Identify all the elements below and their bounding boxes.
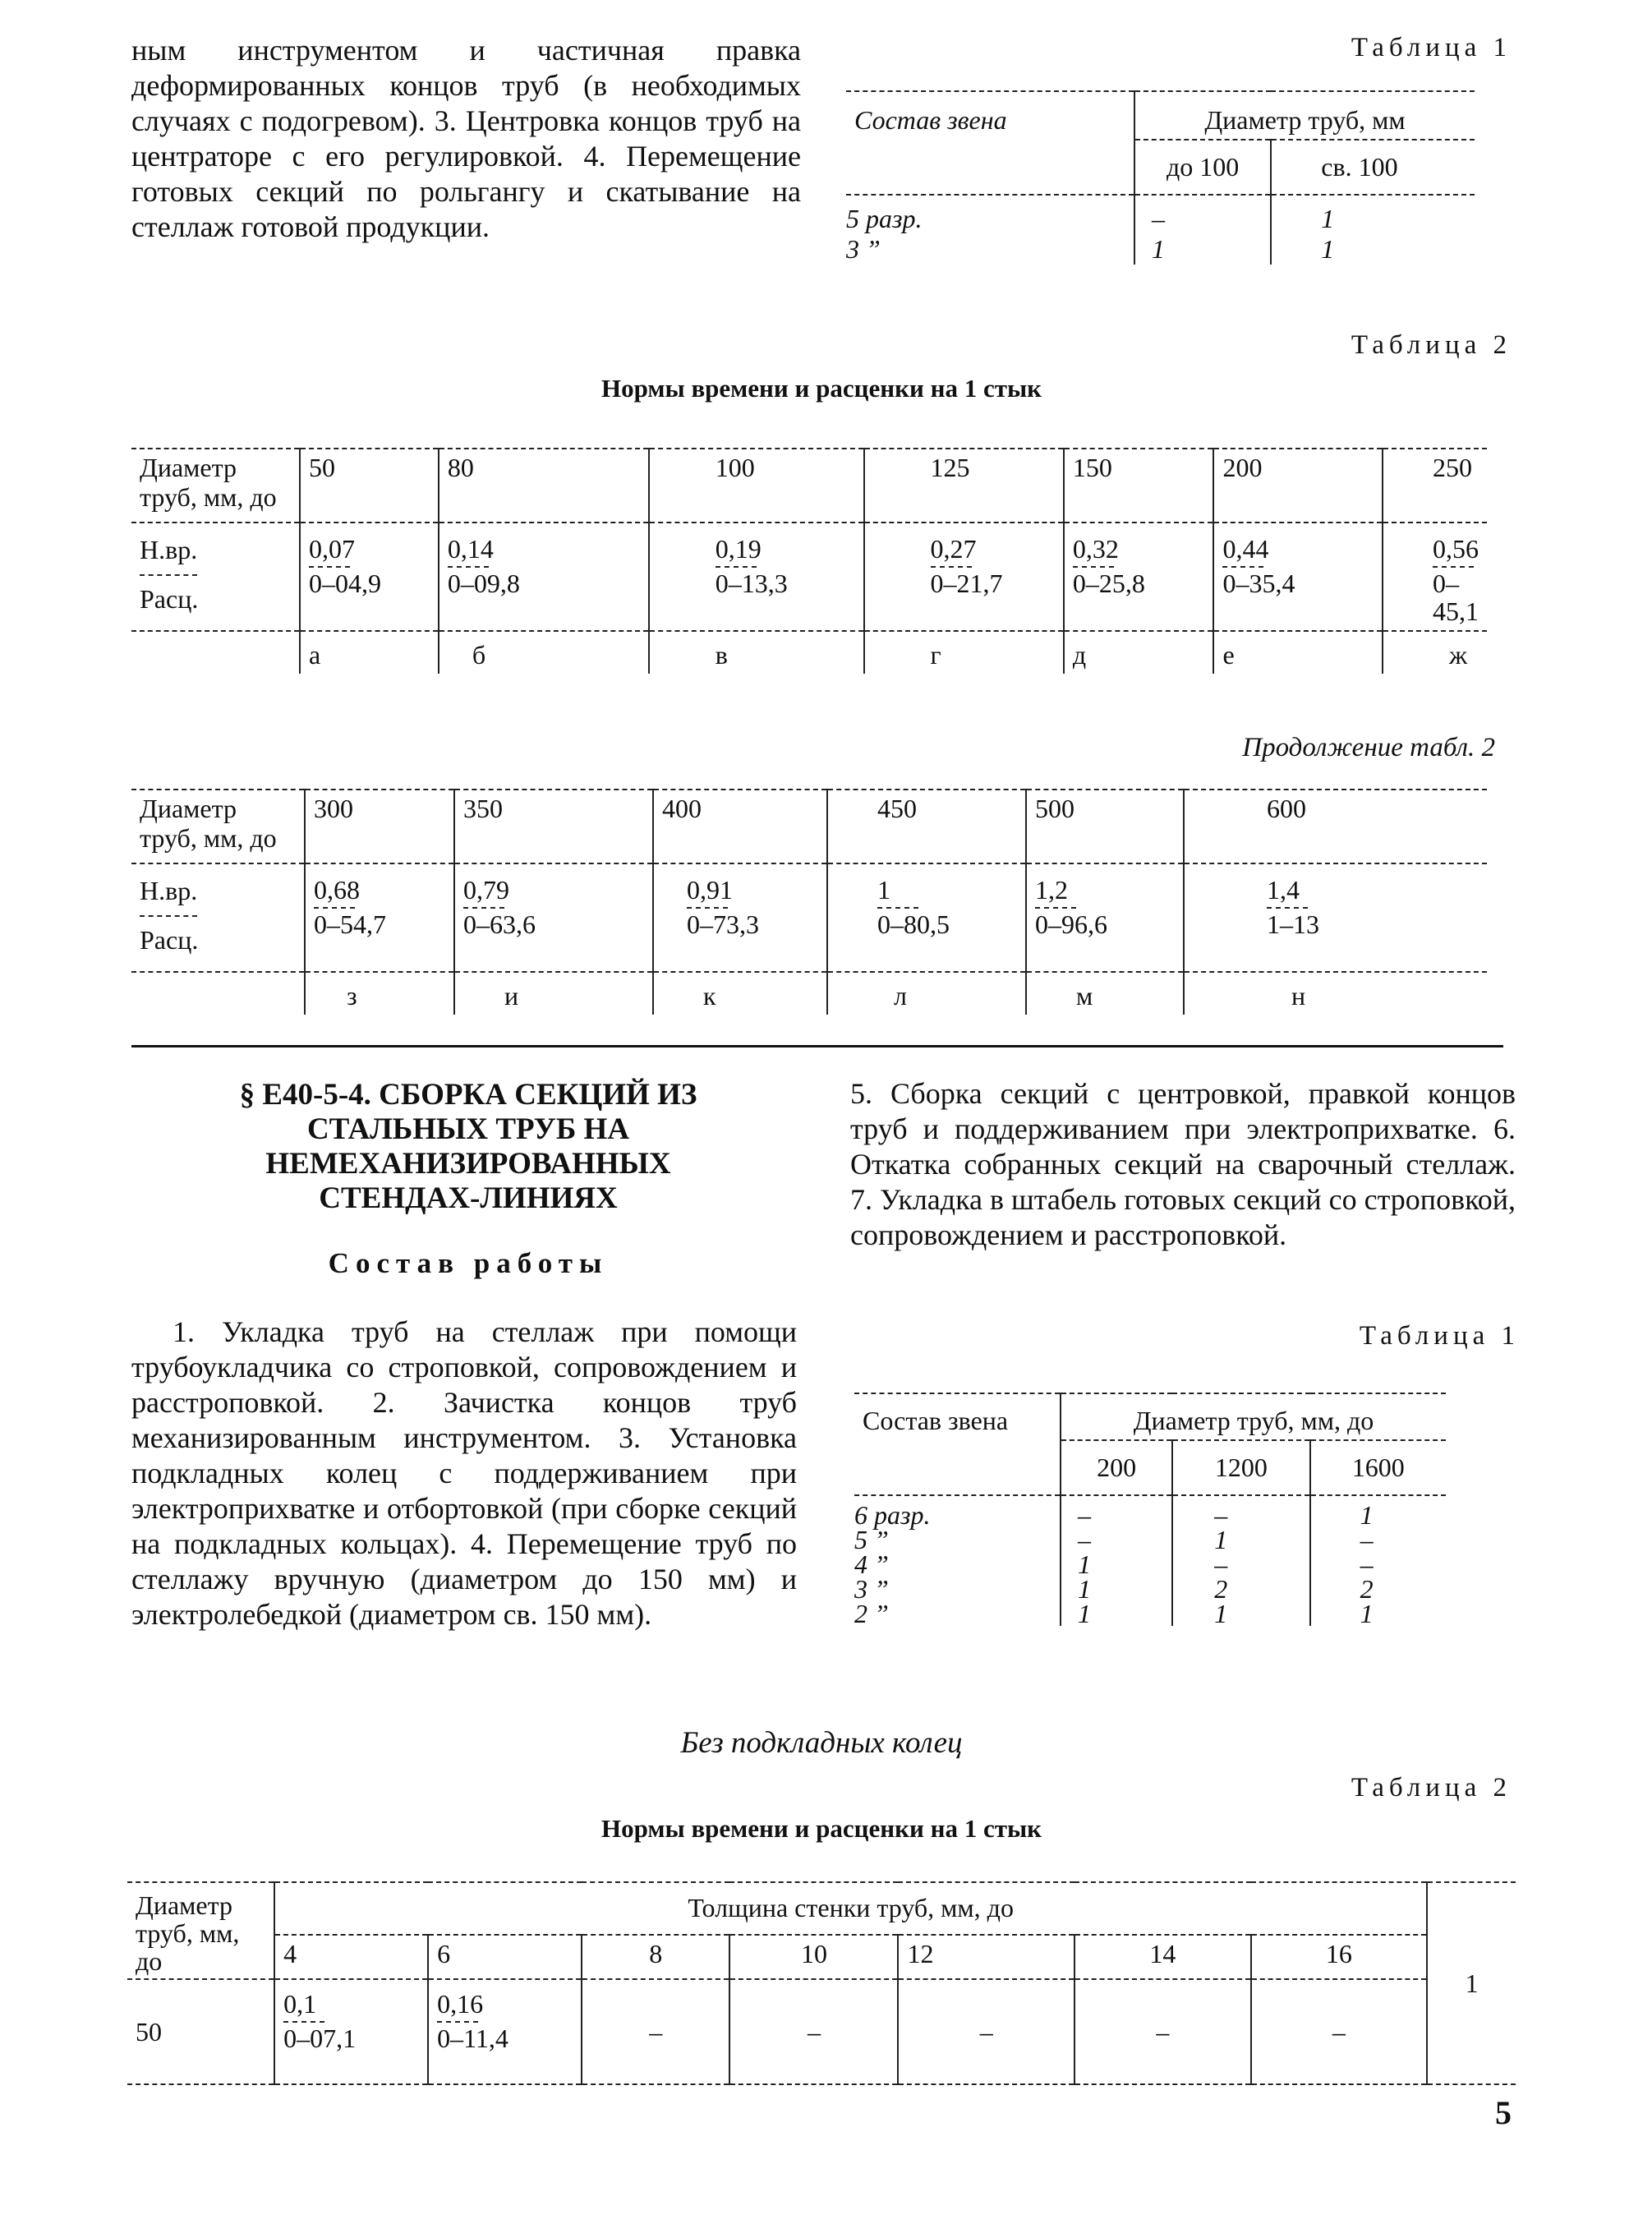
value-cell: 2: [1172, 1577, 1309, 1601]
value-cell: –: [729, 1979, 898, 2084]
rate-cell: 1,2 0–96,6: [1035, 875, 1107, 939]
value-cell: 1: [1271, 195, 1475, 234]
table2-cont-label: Продолжение табл. 2: [1242, 733, 1495, 762]
column-letter: д: [1064, 631, 1214, 674]
diam-cell: 500: [1026, 790, 1184, 863]
value-cell: –: [1310, 1527, 1446, 1552]
table2-bottom-caption: Нормы времени и расценки на 1 стык: [601, 1814, 1042, 1843]
diam-cell: 450: [827, 790, 1026, 863]
rate-cell: 1 0–80,5: [877, 875, 950, 939]
rate-cell: 0,27 0–21,7: [930, 534, 1003, 598]
subheader: 1200: [1172, 1440, 1309, 1495]
page-number: 5: [1495, 2094, 1512, 2131]
table1-top: [846, 90, 1475, 265]
diam-cell: 125: [864, 449, 1064, 523]
value-cell: 1: [1061, 1552, 1172, 1577]
section-divider: [131, 1045, 1503, 1047]
row-header-nvr: Н.вр.: [140, 876, 198, 905]
intro-paragraph: ным инструментом и частичная правка деформированных концов труб (в необходимых случаях с подогревом). 3. Центровка концов труб на центраторе с его регулировкой. 4. Перемещение готовых секций по рольгангу и скатывание на стеллаж готовой продукции.: [131, 34, 801, 243]
table2-bottom: [127, 1881, 1516, 2085]
thickness-header: 8: [582, 1935, 729, 1979]
col-header: Состав звена: [846, 91, 1134, 195]
subheader: 1600: [1310, 1440, 1446, 1495]
rank-cell: 3 ”: [854, 1574, 889, 1604]
table1-mid-label: Таблица 1: [1359, 1321, 1520, 1351]
subheader: св. 100: [1271, 140, 1475, 195]
section-right-text: 5. Сборка секций с центровкой, правкой концов труб и поддерживанием при электроприхватке. 6. Откатка собранных секций на сварочный стеллаж. 7. Укладка в штабель готовых секций со строповкой, сопровождением и расстроповкой.: [850, 1077, 1516, 1251]
table2-bottom-label: Таблица 2: [1351, 1773, 1512, 1803]
table2-top-caption: Нормы времени и расценки на 1 стык: [601, 374, 1042, 403]
column-letter: в: [649, 631, 864, 674]
column-letter: к: [653, 972, 827, 1015]
rate-cell: 0,91 0–73,3: [687, 875, 759, 939]
value-cell: –: [1251, 1979, 1428, 2084]
diam-cell: 100: [649, 449, 864, 523]
value-cell: 1: [1172, 1601, 1309, 1626]
value-cell: –: [1061, 1495, 1172, 1527]
row-header-diam: Диаметр труб, мм, до: [131, 449, 300, 523]
diam-cell: 80: [439, 449, 649, 523]
value-cell: 1: [1061, 1601, 1172, 1626]
thickness-header: 10: [729, 1935, 898, 1979]
value-cell: –: [898, 1979, 1074, 2084]
column-letter: г: [864, 631, 1064, 674]
rank-cell: 5 ”: [854, 1525, 889, 1554]
diam-value: 50: [127, 1979, 274, 2084]
table2-top: [131, 448, 1487, 674]
rate-cell: 0,19 0–13,3: [715, 534, 788, 598]
diam-cell: 150: [1064, 449, 1214, 523]
diam-cell: 200: [1213, 449, 1383, 523]
rate-cell: 0,07 0–04,9: [309, 534, 382, 598]
value-cell: –: [1074, 1979, 1251, 2084]
section-left-text: 1. Укладка труб на стеллаж при помощи трубоукладчика со строповкой, сопровождением и расстроповкой. 2. Зачистка концов труб механизированным инструментом. 3. Установка подкладных колец с поддерживанием при электроприхватке и отбортовкой (при сборке секций на подкладных кольцах). 4. Перемещение труб по стеллажу вручную (диаметром до 150 мм) и электролебедкой (диаметром св. 150 мм).: [131, 1315, 797, 1631]
table2-top-label: Таблица 2: [1351, 330, 1512, 360]
group-header: Диаметр труб, мм, до: [1061, 1393, 1446, 1440]
column-letter: е: [1213, 631, 1383, 674]
rate-cell: 0,14 0–09,8: [447, 534, 520, 598]
rank-cell: 6 разр.: [854, 1500, 931, 1530]
column-letter: н: [1184, 972, 1487, 1015]
group-header: Толщина стенки труб, мм, до: [274, 1882, 1427, 1935]
column-letter: л: [827, 972, 1026, 1015]
rate-cell: 0,16 0–11,4: [437, 1989, 508, 2053]
group-header: Диаметр труб, мм: [1134, 91, 1475, 140]
rate-cell: 0,32 0–25,8: [1072, 534, 1145, 598]
thickness-header: 6: [428, 1935, 582, 1979]
rank-cell: 4 ”: [854, 1549, 889, 1579]
table2-cont: [131, 789, 1487, 1015]
row-index: 1: [1427, 1882, 1516, 2084]
value-cell: –: [1134, 195, 1271, 234]
value-cell: 1: [1271, 234, 1475, 265]
column-letter: б: [439, 631, 649, 674]
thickness-header: 14: [1074, 1935, 1251, 1979]
diam-cell: 50: [300, 449, 439, 523]
thickness-header: 4: [274, 1935, 428, 1979]
rank-cell: 2 ”: [854, 1599, 889, 1628]
rate-cell: 0,1 0–07,1: [283, 1989, 357, 2053]
value-cell: –: [1172, 1552, 1309, 1577]
rate-cell: 0,56 0–45,1: [1433, 534, 1479, 626]
thickness-header: 12: [898, 1935, 1074, 1979]
col-header: Состав звена: [854, 1393, 1061, 1495]
value-cell: –: [1061, 1527, 1172, 1552]
value-cell: 1: [1134, 234, 1271, 265]
column-letter: з: [305, 972, 454, 1015]
value-cell: 1: [1061, 1577, 1172, 1601]
value-cell: –: [582, 1979, 729, 2084]
thickness-header: 16: [1251, 1935, 1428, 1979]
value-cell: –: [1310, 1552, 1446, 1577]
value-cell: 1: [1310, 1495, 1446, 1527]
subheader: 200: [1061, 1440, 1172, 1495]
table1-top-label: Таблица 1: [1351, 33, 1512, 62]
rank-cell: 5 разр.: [846, 204, 923, 233]
table1-mid: [854, 1393, 1446, 1626]
row-header-diam: Диаметр труб, мм, до: [127, 1882, 274, 1979]
value-cell: 2: [1310, 1577, 1446, 1601]
section-title: § Е40-5-4. СБОРКА СЕКЦИЙ ИЗ СТАЛЬНЫХ ТРУБ НА НЕМЕХАНИЗИРОВАННЫХ СТЕНДАХ-ЛИНИЯХ: [239, 1078, 697, 1215]
diam-cell: 250: [1383, 449, 1487, 523]
rate-cell: 0,79 0–63,6: [463, 875, 536, 939]
diam-cell: 350: [454, 790, 653, 863]
subheading-no-rings: Без подкладных колец: [680, 1726, 963, 1760]
row-header-rasc: Расц.: [140, 584, 199, 614]
column-letter: и: [454, 972, 653, 1015]
rate-cell: 0,68 0–54,7: [314, 875, 386, 939]
subheader: до 100: [1134, 140, 1271, 195]
value-cell: 1: [1172, 1527, 1309, 1552]
rate-cell: 1,4 1–13: [1267, 875, 1319, 939]
column-letter: м: [1026, 972, 1184, 1015]
section-subtitle: Состав работы: [328, 1247, 609, 1279]
value-cell: 1: [1310, 1601, 1446, 1626]
row-header-rasc: Расц.: [140, 925, 199, 955]
diam-cell: 300: [305, 790, 454, 863]
column-letter: а: [300, 631, 439, 674]
row-header-diam: Диаметр труб, мм, до: [131, 790, 305, 863]
column-letter: ж: [1383, 631, 1487, 674]
value-cell: –: [1172, 1495, 1309, 1527]
row-header-nvr: Н.вр.: [140, 535, 198, 564]
rate-cell: 0,44 0–35,4: [1222, 534, 1295, 598]
rank-cell: 3 ”: [846, 234, 881, 264]
diam-cell: 600: [1184, 790, 1487, 863]
diam-cell: 400: [653, 790, 827, 863]
